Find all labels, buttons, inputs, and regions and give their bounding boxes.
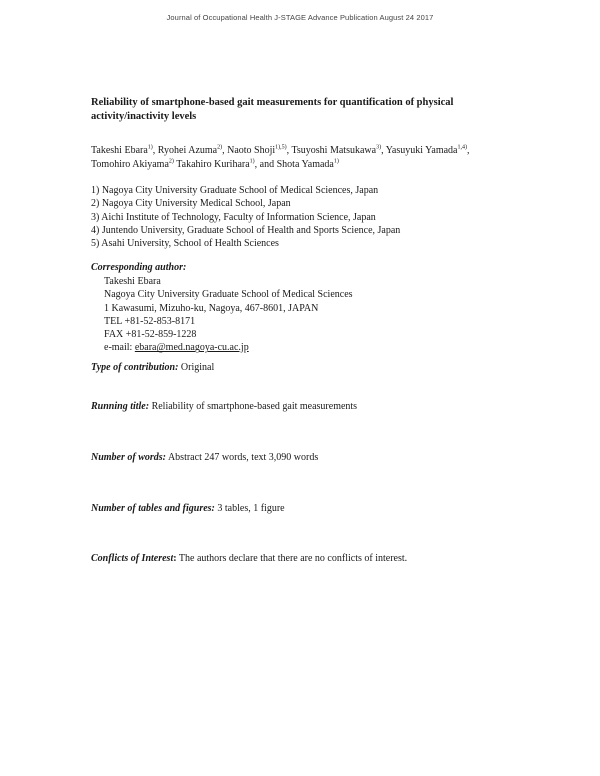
- corresponding-email-line: [104, 341, 353, 354]
- contribution-type-value: Original: [178, 362, 215, 373]
- conflicts-of-interest: [91, 553, 407, 564]
- author: Takahiro Kurihara: [176, 159, 250, 170]
- author: Tomohiro Akiyama: [91, 159, 169, 170]
- author-affiliation-mark: 1),5): [275, 144, 287, 151]
- tables-figures-label: Number of tables and figures:: [91, 503, 215, 514]
- affiliation: 3) Aichi Institute of Technology, Faculty of Information Science, Japan: [91, 211, 376, 223]
- author-affiliation-mark: 1,4): [457, 144, 467, 151]
- author: Tsuyoshi Matsukawa: [291, 145, 377, 156]
- author: Ryohei Azuma: [157, 145, 218, 156]
- conflicts-value: The authors declare that there are no conflicts of interest.: [176, 553, 408, 564]
- author-affiliation-mark: 1): [333, 158, 339, 165]
- conflicts-label: Conflicts of Interest: [91, 553, 174, 564]
- conflicts-colon: :: [173, 553, 177, 564]
- author-affiliation-mark: 2): [168, 158, 174, 165]
- word-count: [91, 452, 318, 463]
- affiliation: 4) Juntendo University, Graduate School of Health and Sports Science, Japan: [91, 224, 401, 236]
- running-title: [91, 401, 357, 412]
- paper-title: Reliability of smartphone-based gait measurements for quantification of physical activity/inactivity levels: [91, 97, 454, 122]
- author: Takeshi Ebara: [91, 145, 148, 156]
- tables-figures-value: 3 tables, 1 figure: [214, 503, 285, 514]
- email-prefix: e-mail:: [104, 342, 135, 354]
- word-count-value: Abstract 247 words, text 3,090 words: [166, 452, 319, 463]
- corresponding-author-block: [104, 275, 353, 355]
- author: Shota Yamada: [276, 159, 334, 170]
- affiliation-list: [91, 184, 511, 250]
- corresponding-tel: TEL +81-52-853-8171: [104, 315, 196, 327]
- affiliation: 1) Nagoya City University Graduate School of Medical Sciences, Japan: [91, 185, 379, 196]
- corresponding-author-label: Corresponding author:: [91, 262, 187, 273]
- email-link[interactable]: ebara@med.nagoya-cu.ac.jp: [134, 342, 249, 354]
- contribution-type: [91, 362, 214, 373]
- corresponding-institution: Nagoya City University Graduate School of Medical Sciences: [104, 289, 353, 301]
- running-title-label: Running title:: [91, 401, 150, 412]
- tables-figures-count: [91, 503, 285, 514]
- affiliation: 2) Nagoya City University Medical School, Japan: [91, 198, 291, 210]
- author: Yasuyuki Yamada: [385, 145, 458, 156]
- author-list: Takeshi Ebara$^{1)}$, Ryohei Azuma$^{2)}$, Naoto Shoji$^{1),5)}$, Tsuyoshi Matsukawa$^{3)}$, Yasuyuki Yamada$^{1,4)}$, Tomohiro Akiyama$^{2)}$ Takahiro Kurihara$^{1)}$, and Shota Yamada$^{1)}$: [91, 144, 470, 170]
- author: Naoto Shoji: [227, 145, 276, 156]
- corresponding-name: Takeshi Ebara: [104, 276, 161, 287]
- journal-header: Journal of Occupational Health J-STAGE Advance Publication August 24 2017: [166, 13, 434, 22]
- affiliation: 5) Asahi University, School of Health Sciences: [91, 238, 279, 250]
- running-title-value: Reliability of smartphone-based gait measurements: [149, 401, 358, 412]
- author-affiliation-mark: 3): [376, 144, 382, 151]
- author-affiliation-mark: 1): [249, 158, 255, 165]
- author-affiliation-mark: 1): [147, 144, 153, 151]
- corresponding-address: 1 Kawasumi, Mizuho-ku, Nagoya, 467-8601, JAPAN: [104, 302, 319, 314]
- word-count-label: Number of words:: [91, 452, 167, 463]
- author-affiliation-mark: 2): [217, 144, 223, 151]
- contribution-type-label: Type of contribution:: [91, 362, 179, 373]
- corresponding-fax: FAX +81-52-859-1228: [104, 329, 197, 341]
